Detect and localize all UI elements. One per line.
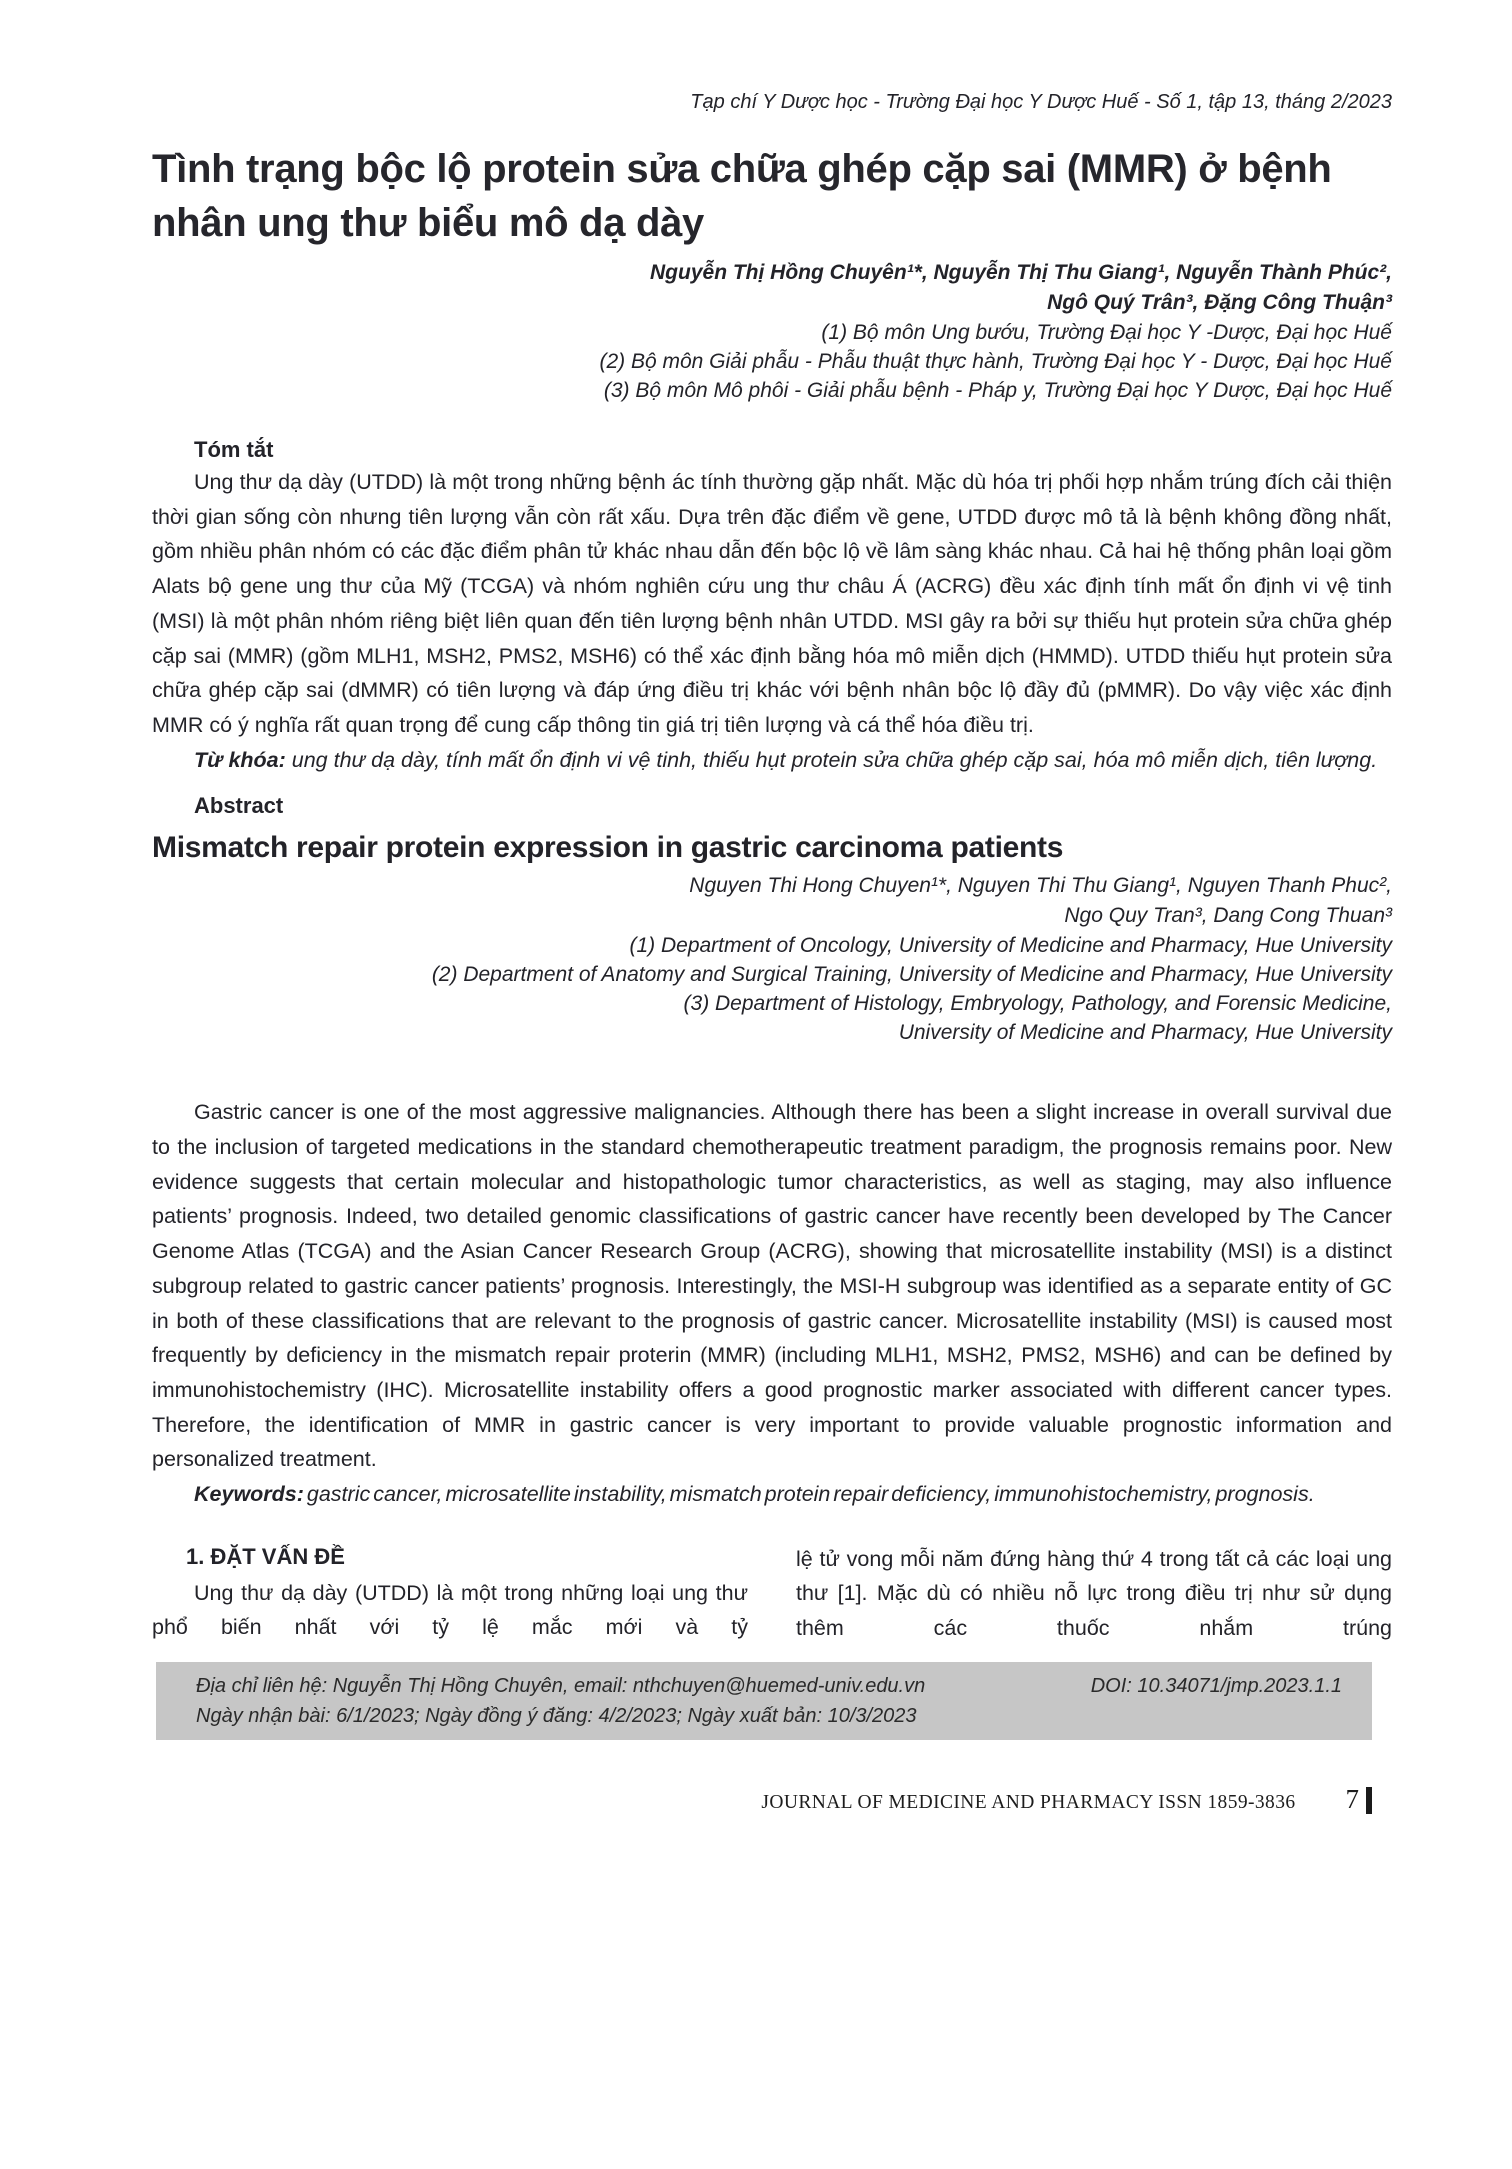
page-number-bar [1366,1787,1372,1814]
abstract-vi-paragraph: Ung thư dạ dày (UTDD) là một trong những bệnh ác tính thường gặp nhất. Mặc dù hóa trị phối hợp nhắm trúng đích cải thiện thời gian sống còn nhưng tiên lượng vẫn còn rất xấu. Dựa trên đặc điểm về gene, UTDD được mô tả là bệnh không đồng nhất, gồm nhiều phân nhóm có các đặc điểm phân tử khác nhau dẫn đến bộc lộ về lâm sàng khác nhau. Cả hai hệ thống phân loại gồm Alats bộ gene ung thư của Mỹ (TCGA) và nhóm nghiên cứu ung thư châu Á (ACRG) đều xác định tính mất ổn định vi vệ tinh (MSI) là một phân nhóm riêng biệt liên quan đến tiên lượng bệnh nhân UTDD. MSI gây ra bởi sự thiếu hụt protein sửa chữa ghép cặp sai (MMR) (gồm MLH1, MSH2, PMS2, MSH6) có thể xác định bằng hóa mô miễn dịch (HMMD). UTDD thiếu hụt protein sửa chữa ghép cặp sai (dMMR) có tiên lượng và đáp ứng điều trị khác với bệnh nhân bộc lộ đầy đủ (pMMR). Do vậy việc xác định MMR có ý nghĩa rất quan trọng để cung cấp thông tin giá trị tiên lượng và cá thể hóa điều trị. [152,470,1392,737]
keywords-vi-text: ung thư dạ dày, tính mất ổn định vi vệ tinh, thiếu hụt protein sửa chữa ghép cặp sai, hóa mô miễn dịch, tiên lượng. [285,747,1378,772]
doi-text: DOI: 10.34071/jmp.2023.1.1 [1090,1674,1342,1697]
affiliation-vi-2: (2) Bộ môn Giải phẫu - Phẫu thuật thực hành, Trường Đại học Y - Dược, Đại học Huế [599,350,1392,373]
contact-line: Địa chỉ liên hệ: Nguyễn Thị Hồng Chuyên, email: nthchuyen@huemed-univ.edu.vn [196,1674,926,1697]
authors-vi-line2: Ngô Quý Trân³, Đặng Công Thuận³ [1047,291,1392,314]
intro-column-left [152,1542,748,1646]
affiliations-vi [152,318,1392,405]
affiliation-en-2: (2) Department of Anatomy and Surgical Training, University of Medicine and Pharmacy, Hue University [431,963,1392,987]
authors-vi-line1: Nguyễn Thị Hồng Chuyên¹*, Nguyễn Thị Thu Giang¹, Nguyễn Thành Phúc², [650,261,1392,284]
affiliation-en-3: (3) Department of Histology, Embryology, Pathology, and Forensic Medicine, [683,992,1392,1016]
intro-columns [152,1542,1392,1646]
intro-paragraph-left: Ung thư dạ dày (UTDD) là một trong những loại ung thư phổ biến nhất với tỷ lệ mắc mới và tỷ [152,1580,748,1640]
keywords-vi [152,743,1392,778]
page-footer [152,1784,1372,1815]
dates-line: Ngày nhận bài: 6/1/2023; Ngày đồng ý đăng: 4/2/2023; Ngày xuất bản: 10/3/2023 [196,1704,917,1727]
keywords-vi-label: Từ khóa: [194,747,286,772]
affiliation-en-1: (1) Department of Oncology, University of Medicine and Pharmacy, Hue University [629,934,1392,958]
contact-box [156,1662,1372,1740]
abstract-heading: Abstract [194,793,284,819]
journal-header: Tạp chí Y Dược học - Trường Đại học Y Dược Huế - Số 1, tập 13, tháng 2/2023 [690,91,1392,113]
authors-vi [152,258,1392,318]
contact-box-row1 [196,1671,1342,1701]
affiliations-en [152,931,1392,1047]
article-title-vi: Tình trạng bộc lộ protein sửa chữa ghép cặp sai (MMR) ở bệnh nhân ung thư biểu mô dạ dày [152,147,1332,245]
tomtat-heading: Tóm tắt [194,437,274,462]
page-content [152,90,1392,1815]
abstract-en-paragraph: Gastric cancer is one of the most aggressive malignancies. Although there has been a slight increase in overall survival due to the inclusion of targeted medications in the standard chemotherapeutic treatment paradigm, the prognosis remains poor. New evidence suggests that certain molecular and histopathologic tumor characteristics, as well as staging, may also influence patients’ prognosis. Indeed, two detailed genomic classifications of gastric cancer have recently been developed by The Cancer Genome Atlas (TCGA) and the Asian Cancer Research Group (ACRG), showing that microsatellite instability (MSI) is a distinct subgroup related to gastric cancer patients’ prognosis. Interestingly, the MSI-H subgroup was identified as a separate entity of GC in both of these classifications that are relevant to the prognosis of gastric cancer. Microsatellite instability (MSI) is caused most frequently by deficiency in the mismatch repair proterin (MMR) (including MLH1, MSH2, PMS2, MSH6) and can be defined by immunohistochemistry (IHC). Microsatellite instability offers a good prognostic marker associated with different cancer types. Therefore, the identification of MMR in gastric cancer is very important to provide valuable prognostic information and personalized treatment. [152,1100,1392,1472]
authors-en-line2: Ngo Quy Tran³, Dang Cong Thuan³ [1064,904,1392,928]
intro-heading: 1. ĐẶT VẤN ĐỀ [186,1543,345,1569]
affiliation-vi-1: (1) Bộ môn Ung bướu, Trường Đại học Y -Dược, Đại học Huế [821,321,1392,344]
authors-en [152,871,1392,931]
intro-paragraph-right: lệ tử vong mỗi năm đứng hàng thứ 4 trong tất cả các loại ung thư [1]. Mặc dù có nhiều nỗ lực trong điều trị như sử dụng thêm các thuốc nhắm trúng [796,1546,1392,1641]
authors-en-line1: Nguyen Thi Hong Chuyen¹*, Nguyen Thi Thu Giang¹, Nguyen Thanh Phuc², [689,874,1392,898]
keywords-en-text: gastric cancer, microsatellite instability, mismatch protein repair deficiency, immunohistochemistry, prognosis. [303,1482,1315,1507]
keywords-en-label: Keywords: [194,1482,304,1507]
page-number: 7 [1345,1783,1359,1814]
affiliation-en-3b: University of Medicine and Pharmacy, Hue University [898,1021,1392,1045]
intro-column-right [796,1542,1392,1646]
affiliation-vi-3: (3) Bộ môn Mô phôi - Giải phẫu bệnh - Pháp y, Trường Đại học Y Dược, Đại học Huế [603,379,1392,402]
journal-footer-name: JOURNAL OF MEDICINE AND PHARMACY ISSN 1859-3836 [761,1791,1296,1813]
keywords-en [152,1477,1392,1512]
article-title-en: Mismatch repair protein expression in gastric carcinoma patients [152,831,1064,865]
